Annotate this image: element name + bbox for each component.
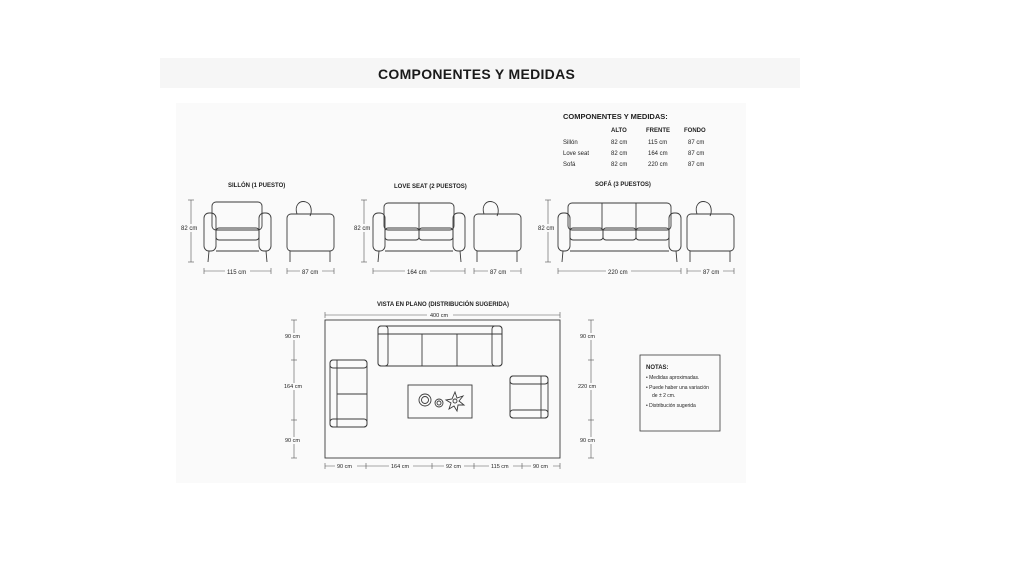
plant-icon [446, 392, 464, 411]
plan-dimension-lines [291, 312, 597, 469]
plan-bottom-dim-label: 90 cm [533, 464, 548, 470]
spec-row-alto: 82 cm [611, 151, 628, 157]
plan-armchair [510, 376, 548, 418]
spec-table [563, 112, 706, 168]
plan-right-dim-label: 90 cm [580, 334, 595, 340]
spec-row-fondo: 87 cm [688, 162, 705, 168]
plan-bottom-dim-label: 90 cm [337, 464, 352, 470]
sofa-side-view [687, 202, 734, 262]
elevation-dimension-lines [188, 200, 734, 274]
plan-left-dim-label: 90 cm [285, 334, 300, 340]
loveseat-front-view [373, 203, 465, 262]
sillon-width-label: 115 cm [227, 270, 247, 276]
notes-box [640, 355, 720, 431]
spec-row-name: Sofá [563, 162, 576, 168]
notes-item: • Puede haber una variación [646, 385, 709, 391]
spec-header-frente: FRENTE [646, 128, 670, 134]
spec-row-frente: 164 cm [648, 151, 668, 157]
plan-left-dim-label: 90 cm [285, 438, 300, 444]
notes-item: de ± 2 cm. [652, 393, 676, 399]
page-title: COMPONENTES Y MEDIDAS [378, 66, 576, 82]
loveseat-height-label: 82 cm [354, 226, 371, 232]
plan-bottom-dim-label: 92 cm [446, 464, 461, 470]
sofa-depth-label: 87 cm [703, 270, 720, 276]
spec-row-frente: 115 cm [648, 140, 668, 146]
plan-left-dim-label: 164 cm [284, 384, 303, 390]
notes-item: • Distribución sugerida [646, 403, 696, 409]
sillon-title: SILLÓN (1 PUESTO) [228, 183, 286, 189]
spec-row-frente: 220 cm [648, 162, 668, 168]
spec-header-alto: ALTO [611, 128, 627, 134]
notes-title: NOTAS: [646, 365, 669, 371]
spec-table-title: COMPONENTES Y MEDIDAS: [563, 112, 668, 121]
spec-header-fondo: FONDO [684, 128, 706, 134]
loveseat-width-label: 164 cm [407, 270, 427, 276]
plan-total-width-label: 400 cm [430, 313, 449, 319]
notes-item: • Medidas aproximadas. [646, 375, 700, 381]
spec-row-alto: 82 cm [611, 162, 628, 168]
loveseat-side-view [474, 202, 521, 262]
loveseat-depth-label: 87 cm [490, 270, 507, 276]
plan-coffee-table [408, 385, 472, 418]
plan-bottom-dim-label: 164 cm [391, 464, 410, 470]
spec-row-name: Love seat [563, 151, 590, 157]
sofa-width-label: 220 cm [608, 270, 628, 276]
plan-sofa [378, 326, 502, 366]
sofa-front-view [558, 203, 681, 262]
plan-right-dim-label: 220 cm [578, 384, 597, 390]
sillon-height-label: 82 cm [181, 226, 198, 232]
plan-loveseat [330, 360, 367, 427]
sofa-height-label: 82 cm [538, 226, 555, 232]
spec-row-fondo: 87 cm [688, 140, 705, 146]
sillon-front-view [204, 202, 271, 262]
plan-right-dim-label: 90 cm [580, 438, 595, 444]
sillon-depth-label: 87 cm [302, 270, 319, 276]
sofa-title: SOFÁ (3 PUESTOS) [595, 182, 651, 188]
spec-row-fondo: 87 cm [688, 151, 705, 157]
sillon-side-view [287, 202, 334, 262]
spec-row-name: Sillón [563, 140, 578, 146]
plan-bottom-dim-label: 115 cm [491, 464, 509, 470]
plan-title: VISTA EN PLANO (DISTRIBUCIÓN SUGERIDA) [377, 302, 510, 308]
loveseat-title: LOVE SEAT (2 PUESTOS) [394, 184, 467, 190]
rug-outline [325, 320, 560, 458]
spec-row-alto: 82 cm [611, 140, 628, 146]
